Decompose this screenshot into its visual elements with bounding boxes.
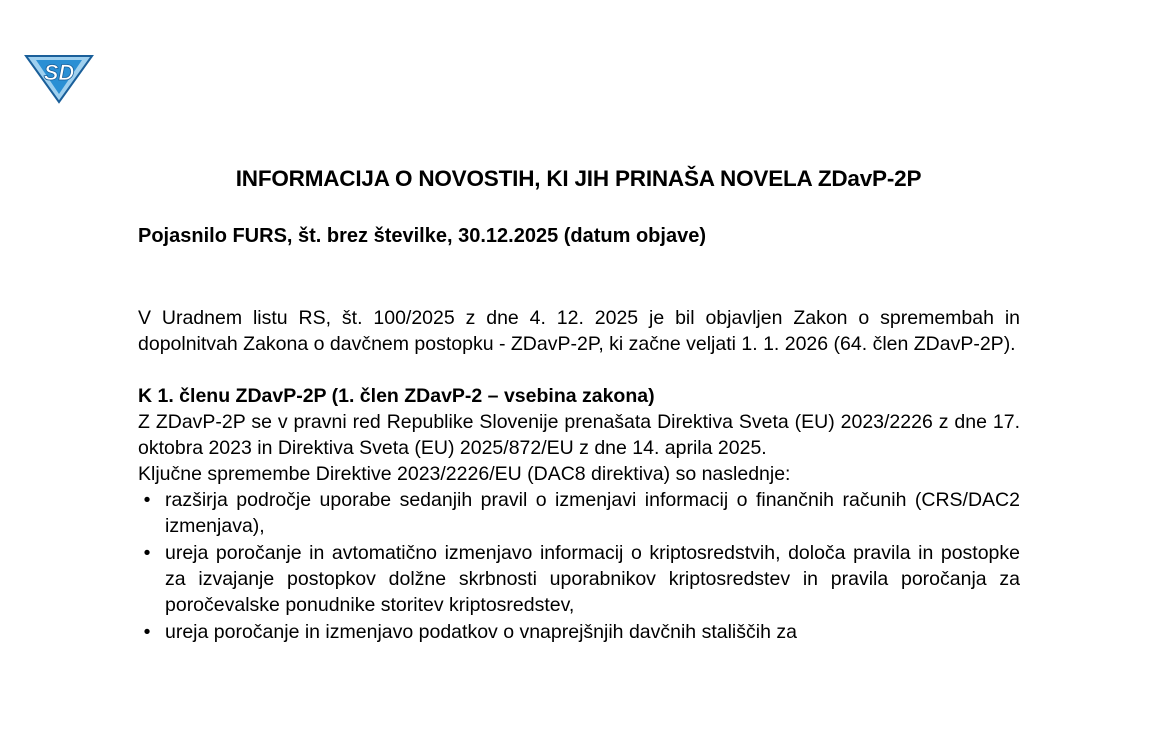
bullet-icon: • (143, 489, 151, 511)
logo-letters: SD (43, 60, 75, 85)
bullet-list (138, 487, 1020, 645)
list-item-text: ureja poročanje in avtomatično izmenjavo informacij o kriptosredstvih, določa pravila in postopke za izvajanje postopkov dolžne skrbnosti uporabnikov kriptosredstev in pravila poročanja za poročevalske ponudnike storitev kriptosredstev, (165, 542, 1020, 616)
list-item (138, 619, 1020, 645)
document-subtitle: Pojasnilo FURS, št. brez številke, 30.12.2025 (datum objave) (138, 225, 706, 247)
section-heading: K 1. členu ZDavP-2P (1. člen ZDavP-2 – vsebina zakona) (138, 385, 655, 407)
document-body (138, 305, 1020, 646)
list-item (138, 540, 1020, 618)
list-item (138, 487, 1020, 539)
intro-paragraph: V Uradnem listu RS, št. 100/2025 z dne 4. 12. 2025 je bil objavljen Zakon o spremembah in dopolnitvah Zakona o davčnem postopku - ZDavP-2P, ki začne veljati 1. 1. 2026 (64. člen ZDavP-2P). (138, 307, 1020, 355)
list-intro: Ključne spremembe Direktive 2023/2226/EU (DAC8 direktiva) so naslednje: (138, 463, 791, 485)
list-item-text: razširja področje uporabe sedanjih pravil o izmenjavi informacij o finančnih računih (CRS/DAC2 izmenjava), (165, 489, 1020, 537)
bullet-icon: • (143, 621, 151, 643)
section-paragraph: Z ZDavP-2P se v pravni red Republike Slovenije prenašata Direktiva Sveta (EU) 2023/2226 z dne 17. oktobra 2023 in Direktiva Sveta (EU) 2025/872/EU z dne 14. aprila 2025. (138, 411, 1020, 459)
bullet-icon: • (143, 542, 151, 564)
document-title: INFORMACIJA O NOVOSTIH, KI JIH PRINAŠA NOVELA ZDavP-2P (235, 166, 922, 191)
sd-logo (22, 50, 96, 104)
list-item-text: ureja poročanje in izmenjavo podatkov o vnaprejšnjih davčnih stališčih za (165, 621, 797, 643)
